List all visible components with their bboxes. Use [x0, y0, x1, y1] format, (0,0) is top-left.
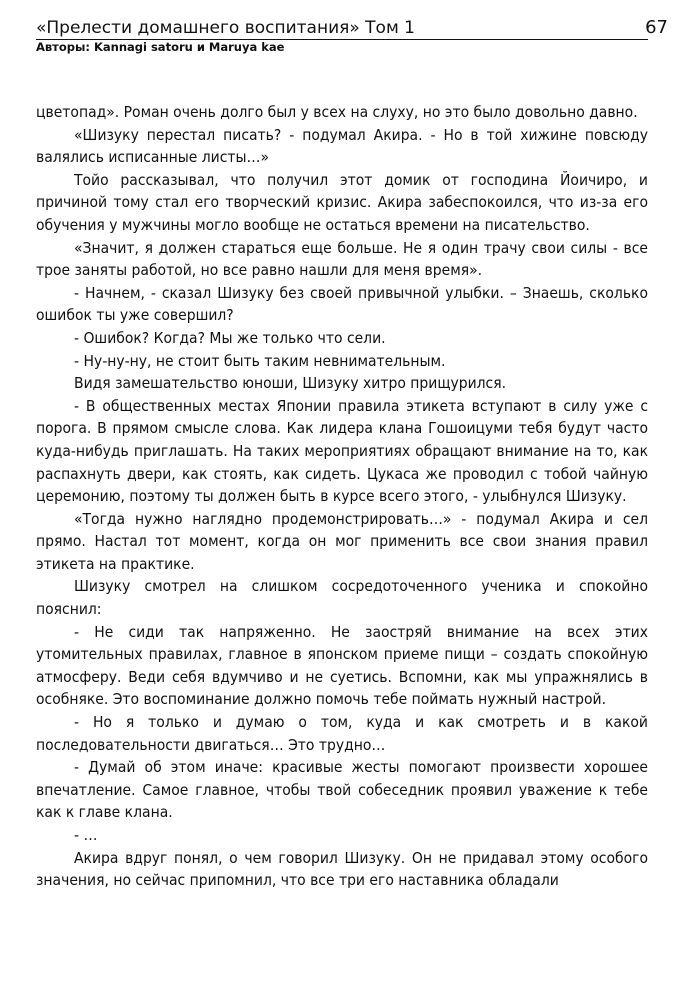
page-header: [36, 18, 648, 54]
paragraph: цветопад». Роман очень долго был у всех на слуху, но это было довольно давно.: [36, 103, 638, 121]
paragraph: Шизуку смотрел на слишком сосредоточенного ученика и спокойно пояснил:: [36, 577, 648, 619]
page-number: 67: [645, 17, 668, 38]
paragraph: «Шизуку перестал писать? - подумал Акира. - Но в той хижине повсюду валялись исписанные листы…»: [36, 125, 648, 167]
paragraph: - Ошибок? Когда? Мы же только что сели.: [74, 328, 386, 347]
paragraph: Тойо рассказывал, что получил этот домик от господина Йоичиро, и причиной тому стал его творческий кризис. Акира забеспокоился, что из-за его обучения у мужчины могло вообще не остаться времени на писательство.: [36, 170, 648, 234]
paragraph: - В общественных местах Японии правила этикета вступают в силу уже с порога. В прямом смысле слова. Как лидера клана Гошоицуми тебя будут часто куда-нибудь приглашать. На таких мероприятиях обращают внимание на то, как распахнуть двери, как стоять, как сидеть. Цукаса же проводил с тобой чайную церемонию, поэтому ты должен быть в курсе всего этого, - улыбнулся Шизуку.: [36, 396, 648, 506]
book-title: «Прелести домашнего воспитания» Том 1: [36, 18, 415, 38]
paragraph: «Значит, я должен стараться еще больше. Не я один трачу свои силы - все трое заняты работой, но все равно нашли для меня время».: [36, 238, 648, 280]
paragraph: - Думай об этом иначе: красивые жесты помогают произвести хорошее впечатление. Самое главное, чтобы твой собеседник проявил уважение к тебе как к главе клана.: [36, 758, 648, 822]
authors-line: Авторы: Kannagi satoru и Maruya kae: [36, 40, 285, 54]
paragraph: - …: [74, 826, 98, 844]
body-text: [36, 101, 648, 892]
paragraph: Видя замешательство юноши, Шизуку хитро прищурился.: [74, 374, 507, 393]
paragraph: Акира вдруг понял, о чем говорил Шизуку. Он не придавал этому особого значения, но сейчас припомнил, что все три его наставника обладали: [36, 848, 648, 890]
paragraph: - Но я только и думаю о том, куда и как смотреть и в какой последовательности двигаться… Это трудно…: [36, 713, 648, 754]
paragraph: - Ну-ну-ну, не стоит быть таким невнимательным.: [74, 351, 446, 370]
paragraph: - Начнем, - сказал Шизуку без своей привычной улыбки. – Знаешь, сколько ошибок ты уже совершил?: [36, 283, 648, 325]
paragraph: - Не сиди так напряженно. Не заостряй внимание на всех этих утомительных правилах, главное в японском приеме пищи – создать спокойную атмосферу. Веди себя вдумчиво и не суетись. Вспомни, как мы упражнялись в особняке. Это воспоминание должно помочь тебе поймать нужный настрой.: [36, 622, 648, 709]
paragraph: «Тогда нужно наглядно продемонстрировать…» - подумал Акира и сел прямо. Настал тот момент, когда он мог применить все свои знания правил этикета на практике.: [36, 509, 648, 573]
